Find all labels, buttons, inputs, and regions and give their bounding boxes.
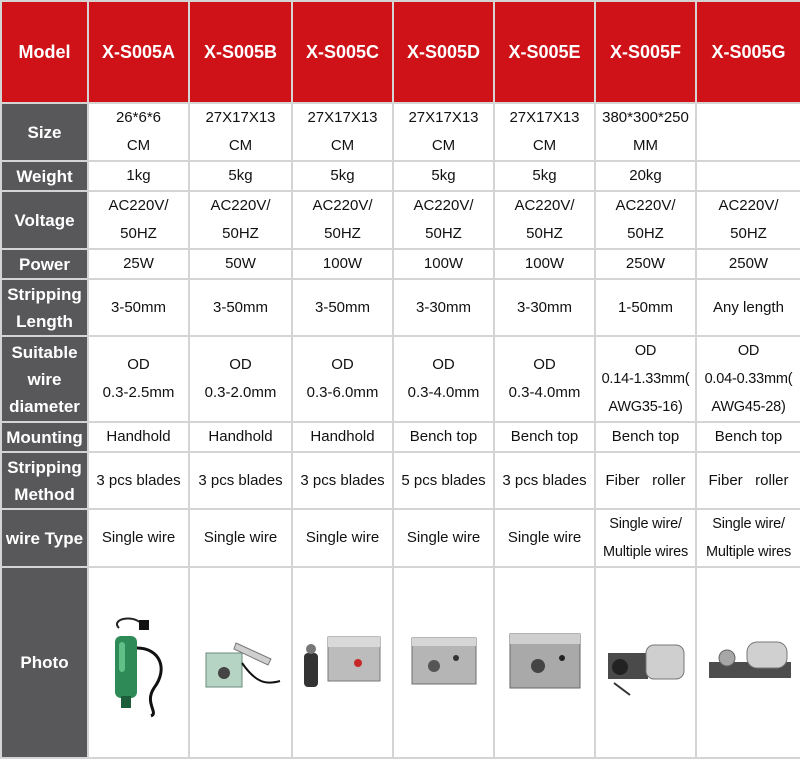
model-header: X-S005B xyxy=(189,1,292,103)
power-cell: 100W xyxy=(494,249,595,279)
stripping-method-cell: 5 pcs blades xyxy=(393,452,494,509)
voltage-cell: AC220V/ 50HZ xyxy=(189,191,292,249)
mounting-row xyxy=(1,422,800,452)
weight-row xyxy=(1,161,800,191)
controller-unit-photo xyxy=(298,623,388,703)
wire-diameter-cell: OD 0.3-2.0mm xyxy=(189,336,292,422)
power-row xyxy=(1,249,800,279)
stripping-method-cell: Fiber roller xyxy=(696,452,800,509)
mounting-cell: Handhold xyxy=(292,422,393,452)
mounting-cell: Handhold xyxy=(189,422,292,452)
row-label: Power xyxy=(1,249,88,279)
row-label: wire Type xyxy=(1,509,88,567)
voltage-cell: AC220V/ 50HZ xyxy=(88,191,189,249)
model-header: X-S005F xyxy=(595,1,696,103)
mounting-cell: Bench top xyxy=(696,422,800,452)
size-row xyxy=(1,103,800,161)
size-cell: 27X17X13 CM xyxy=(393,103,494,161)
wire-type-cell: Single wire/ Multiple wires xyxy=(595,509,696,567)
stripping-method-cell: 3 pcs blades xyxy=(189,452,292,509)
size-cell: 27X17X13 CM xyxy=(494,103,595,161)
stripping-length-cell: 3-30mm xyxy=(393,279,494,336)
weight-cell: 5kg xyxy=(292,161,393,191)
photo-cell xyxy=(393,567,494,758)
power-cell: 250W xyxy=(595,249,696,279)
voltage-cell: AC220V/ 50HZ xyxy=(696,191,800,249)
stripping-method-row xyxy=(1,452,800,509)
size-cell: 27X17X13 CM xyxy=(189,103,292,161)
weight-cell: 1kg xyxy=(88,161,189,191)
row-label: Suitable wire diameter xyxy=(1,336,88,422)
wire-type-cell: Single wire xyxy=(292,509,393,567)
stripping-method-cell: 3 pcs blades xyxy=(88,452,189,509)
wire-type-cell: Single wire xyxy=(393,509,494,567)
bench-stripper-photo xyxy=(404,628,484,698)
photo-cell xyxy=(189,567,292,758)
stripping-method-cell: 3 pcs blades xyxy=(292,452,393,509)
stripper-station-photo xyxy=(196,623,286,703)
stripping-method-cell: 3 pcs blades xyxy=(494,452,595,509)
row-label: Stripping Length xyxy=(1,279,88,336)
voltage-row xyxy=(1,191,800,249)
wire-diameter-row xyxy=(1,336,800,422)
stripping-length-cell: 3-50mm xyxy=(292,279,393,336)
roller-stripper-photo xyxy=(600,623,692,703)
wire-type-cell: Single wire xyxy=(88,509,189,567)
wire-diameter-cell: OD 0.3-2.5mm xyxy=(88,336,189,422)
size-cell: 26*6*6 CM xyxy=(88,103,189,161)
stripping-method-cell: Fiber roller xyxy=(595,452,696,509)
wire-diameter-cell: OD 0.3-6.0mm xyxy=(292,336,393,422)
roller-stripper-photo xyxy=(703,628,795,698)
stripping-length-cell: 1-50mm xyxy=(595,279,696,336)
wire-diameter-cell: OD 0.3-4.0mm xyxy=(393,336,494,422)
row-label: Size xyxy=(1,103,88,161)
weight-cell xyxy=(696,161,800,191)
photo-cell xyxy=(696,567,800,758)
mounting-cell: Bench top xyxy=(494,422,595,452)
weight-cell: 5kg xyxy=(393,161,494,191)
header-row xyxy=(1,1,800,103)
row-label: Photo xyxy=(1,567,88,758)
model-header: X-S005G xyxy=(696,1,800,103)
wire-type-row xyxy=(1,509,800,567)
photo-cell xyxy=(292,567,393,758)
bench-stripper-photo xyxy=(504,626,586,700)
photo-cell xyxy=(88,567,189,758)
stripping-length-cell: Any length xyxy=(696,279,800,336)
wire-diameter-cell: OD 0.04-0.33mm( AWG45-28) xyxy=(696,336,800,422)
wire-diameter-cell: OD 0.14-1.33mm( AWG35-16) xyxy=(595,336,696,422)
row-label: Mounting xyxy=(1,422,88,452)
size-cell xyxy=(696,103,800,161)
mounting-cell: Bench top xyxy=(393,422,494,452)
weight-cell: 20kg xyxy=(595,161,696,191)
power-cell: 250W xyxy=(696,249,800,279)
model-header: X-S005A xyxy=(88,1,189,103)
power-cell: 25W xyxy=(88,249,189,279)
row-label: Voltage xyxy=(1,191,88,249)
power-cell: 50W xyxy=(189,249,292,279)
voltage-cell: AC220V/ 50HZ xyxy=(292,191,393,249)
mounting-cell: Handhold xyxy=(88,422,189,452)
power-cell: 100W xyxy=(393,249,494,279)
wire-diameter-cell: OD 0.3-4.0mm xyxy=(494,336,595,422)
stripping-length-row xyxy=(1,279,800,336)
stripping-length-cell: 3-50mm xyxy=(88,279,189,336)
model-header: X-S005D xyxy=(393,1,494,103)
row-label: Weight xyxy=(1,161,88,191)
model-header: X-S005E xyxy=(494,1,595,103)
handheld-stripper-photo xyxy=(99,608,179,718)
photo-cell xyxy=(494,567,595,758)
stripping-length-cell: 3-30mm xyxy=(494,279,595,336)
row-label: Stripping Method xyxy=(1,452,88,509)
weight-cell: 5kg xyxy=(494,161,595,191)
size-cell: 27X17X13 CM xyxy=(292,103,393,161)
photo-cell xyxy=(595,567,696,758)
model-header: X-S005C xyxy=(292,1,393,103)
weight-cell: 5kg xyxy=(189,161,292,191)
wire-type-cell: Single wire xyxy=(189,509,292,567)
wire-type-cell: Single wire xyxy=(494,509,595,567)
voltage-cell: AC220V/ 50HZ xyxy=(393,191,494,249)
stripping-length-cell: 3-50mm xyxy=(189,279,292,336)
power-cell: 100W xyxy=(292,249,393,279)
voltage-cell: AC220V/ 50HZ xyxy=(494,191,595,249)
photo-row xyxy=(1,567,800,758)
header-label: Model xyxy=(1,1,88,103)
mounting-cell: Bench top xyxy=(595,422,696,452)
voltage-cell: AC220V/ 50HZ xyxy=(595,191,696,249)
wire-type-cell: Single wire/ Multiple wires xyxy=(696,509,800,567)
size-cell: 380*300*250 MM xyxy=(595,103,696,161)
